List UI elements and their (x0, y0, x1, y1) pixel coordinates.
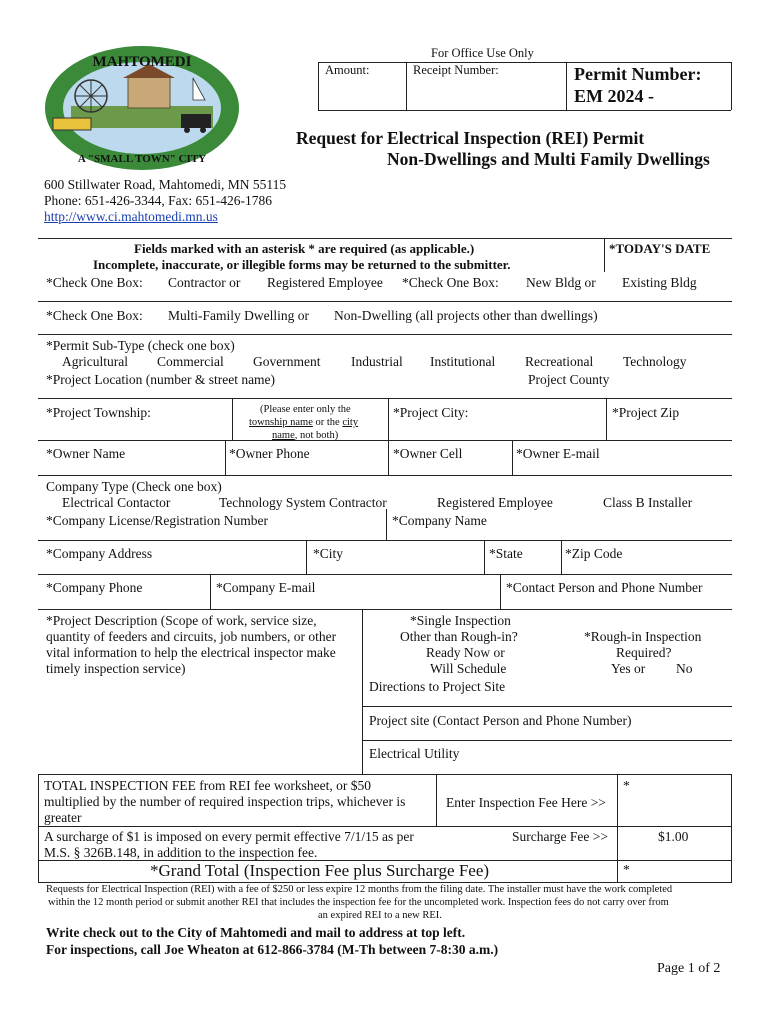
project-site-contact-field[interactable]: Project site (Contact Person and Phone Number) (369, 713, 632, 728)
project-description-line1: *Project Description (Scope of work, service size, (46, 613, 317, 628)
mahtomedi-logo (43, 44, 241, 172)
subtype-institutional[interactable]: Institutional (430, 354, 496, 369)
office-use-heading: For Office Use Only (431, 46, 534, 60)
owner-email-field[interactable]: *Owner E-mail (516, 446, 600, 461)
mail-instructions: Write check out to the City of Mahtomedi and mail to address at top left. (46, 925, 466, 940)
zip-code-field[interactable]: *Zip Code (565, 546, 623, 561)
project-description-line3: vital information to help the electrical inspector make (46, 645, 336, 660)
rough-in-no[interactable]: No (676, 661, 693, 676)
incomplete-forms-notice: Incomplete, inaccurate, or illegible forms may be returned to the submitter. (93, 257, 511, 272)
project-county-field[interactable]: Project County (528, 372, 610, 387)
required-fields-notice: Fields marked with an asterisk * are required (as applicable.) (134, 241, 475, 256)
project-zip-field[interactable]: *Project Zip (612, 405, 680, 420)
project-township-field[interactable]: *Project Township: (46, 405, 151, 420)
township-note-line3: name, not both) (272, 430, 339, 441)
check-one-label-installer: *Check One Box: (46, 275, 143, 290)
enter-fee-label: Enter Inspection Fee Here >> (446, 795, 606, 810)
company-license-field[interactable]: *Company License/Registration Number (46, 513, 268, 528)
option-non-dwelling[interactable]: Non-Dwelling (all projects other than dwellings) (334, 308, 598, 323)
receipt-number-label: Receipt Number: (413, 63, 499, 77)
inspection-fee-input[interactable]: * (623, 778, 630, 793)
project-city-field[interactable]: *Project City: (393, 405, 469, 420)
footer-note-line2: within the 12 month period or submit another REI that includes the inspection fee for the uncompleted work. Inspection fees do not carry over from (48, 897, 669, 908)
total-fee-text-line3: greater (44, 810, 82, 825)
page-number: Page 1 of 2 (657, 961, 721, 976)
rough-in-yes[interactable]: Yes or (611, 661, 646, 676)
single-inspection-line2: Other than Rough-in? (400, 629, 518, 644)
logo-bottom-text: A "SMALL TOWN" CITY (77, 153, 207, 165)
company-type-class-b[interactable]: Class B Installer (603, 495, 693, 510)
company-type-label: Company Type (Check one box) (46, 479, 222, 494)
permit-number-value: EM 2024 - (574, 86, 654, 106)
city-address: 600 Stillwater Road, Mahtomedi, MN 55115 (44, 177, 287, 192)
company-type-registered[interactable]: Registered Employee (437, 495, 553, 510)
permit-number-label: Permit Number: (574, 64, 702, 84)
option-existing-bldg[interactable]: Existing Bldg (622, 275, 697, 290)
grand-total-label: *Grand Total (Inspection Fee plus Surcharge Fee) (150, 861, 490, 880)
total-fee-text-line2: multiplied by the number of required inspection trips, whichever is (44, 794, 406, 809)
subtype-technology[interactable]: Technology (623, 354, 687, 369)
city-phone-fax: Phone: 651-426-3344, Fax: 651-426-1786 (44, 193, 272, 208)
subtype-industrial[interactable]: Industrial (351, 354, 403, 369)
amount-label: Amount: (325, 63, 370, 77)
project-location-field[interactable]: *Project Location (number & street name) (46, 372, 276, 387)
project-description-line4: timely inspection service) (46, 661, 186, 676)
todays-date-label: *TODAY'S DATE (609, 241, 711, 256)
surcharge-amount: $1.00 (658, 829, 689, 844)
contact-person-field[interactable]: *Contact Person and Phone Number (506, 580, 703, 595)
company-type-electrical[interactable]: Electrical Contactor (62, 495, 171, 510)
check-one-label-dwelling: *Check One Box: (46, 308, 143, 323)
township-note-line1: (Please enter only the (260, 404, 351, 415)
electrical-utility-field[interactable]: Electrical Utility (369, 746, 460, 761)
rough-in-line1: *Rough-in Inspection (584, 629, 702, 644)
grand-total-input[interactable]: * (623, 862, 630, 877)
option-new-bldg[interactable]: New Bldg or (526, 275, 596, 290)
option-registered-employee[interactable]: Registered Employee (267, 275, 383, 290)
subtype-recreational[interactable]: Recreational (525, 354, 594, 369)
option-contractor[interactable]: Contractor or (168, 275, 241, 290)
township-note-line2: township name or the city (249, 417, 359, 428)
single-inspection-line1: *Single Inspection (410, 613, 511, 628)
state-field[interactable]: *State (489, 546, 523, 561)
subtype-commercial[interactable]: Commercial (157, 354, 224, 369)
option-multi-family[interactable]: Multi-Family Dwelling or (168, 308, 309, 323)
city-field[interactable]: *City (313, 546, 344, 561)
company-phone-field[interactable]: *Company Phone (46, 580, 143, 595)
inspection-call-instructions: For inspections, call Joe Wheaton at 612-866-3784 (M-Th between 7-8:30 a.m.) (46, 942, 499, 957)
company-name-field[interactable]: *Company Name (392, 513, 487, 528)
form-subtitle: Non-Dwellings and Multi Family Dwellings (387, 149, 710, 169)
subtype-government[interactable]: Government (253, 354, 321, 369)
rough-in-line2: Required? (616, 645, 672, 660)
city-website-link[interactable]: http://www.ci.mahtomedi.mn.us (44, 209, 218, 224)
subtype-agricultural[interactable]: Agricultural (62, 354, 128, 369)
project-description-line2: quantity of feeders and circuits, job numbers, or other (46, 629, 337, 644)
owner-name-field[interactable]: *Owner Name (46, 446, 126, 461)
company-email-field[interactable]: *Company E-mail (216, 580, 316, 595)
single-inspection-ready-now[interactable]: Ready Now or (426, 645, 505, 660)
company-type-technology[interactable]: Technology System Contractor (219, 495, 387, 510)
single-inspection-will-schedule[interactable]: Will Schedule (430, 661, 507, 676)
check-one-label-building: *Check One Box: (402, 275, 499, 290)
owner-phone-field[interactable]: *Owner Phone (229, 446, 310, 461)
form-title: Request for Electrical Inspection (REI) Permit (296, 128, 645, 148)
permit-subtype-label: *Permit Sub-Type (check one box) (46, 338, 235, 353)
directions-field[interactable]: Directions to Project Site (369, 679, 506, 694)
surcharge-label: Surcharge Fee >> (512, 829, 608, 844)
footer-note-line3: an expired REI to a new REI. (318, 910, 442, 921)
surcharge-text-line1: A surcharge of $1 is imposed on every permit effective 7/1/15 as per (44, 829, 414, 844)
footer-note-line1: Requests for Electrical Inspection (REI) with a fee of $250 or less expire 12 months from the filing date. The installer must have the work completed (46, 884, 673, 895)
total-fee-text-line1: TOTAL INSPECTION FEE from REI fee worksheet, or $50 (44, 778, 371, 793)
company-address-field[interactable]: *Company Address (46, 546, 153, 561)
owner-cell-field[interactable]: *Owner Cell (393, 446, 463, 461)
surcharge-text-line2: M.S. § 326B.148, in addition to the inspection fee. (44, 845, 318, 860)
logo-top-text: MAHTOMEDI (92, 54, 192, 70)
